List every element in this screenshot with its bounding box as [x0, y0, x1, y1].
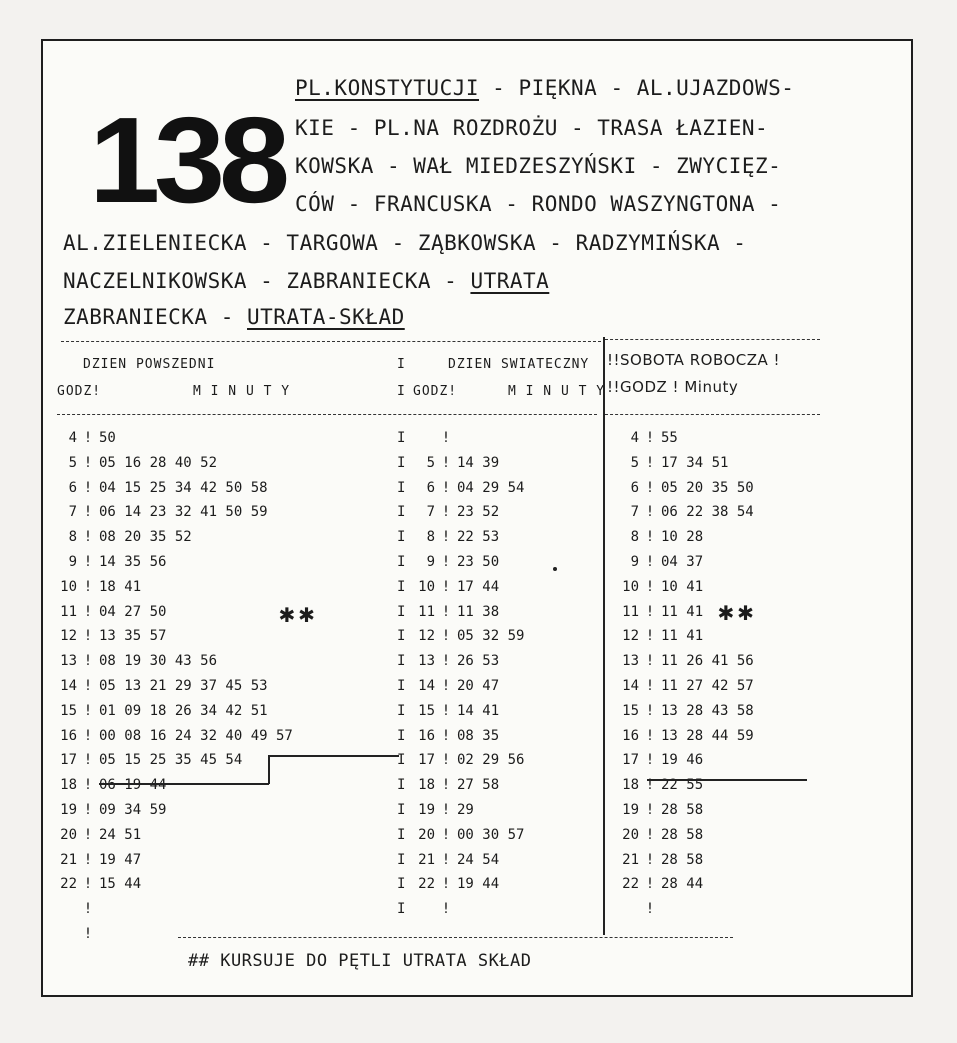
footnote: ## KURSUJE DO PĘTLI UTRATA SKŁAD [188, 951, 532, 971]
separator-i: I [397, 430, 406, 446]
separator-mark: ! [645, 801, 655, 818]
hour-cell: 14 [418, 677, 435, 694]
minutes-cell: 04 15 25 34 42 50 58 [99, 479, 268, 496]
separator-mark: ! [83, 479, 93, 496]
minutes-cell: 13 28 43 58 [661, 702, 754, 719]
hour-cell: 22 [60, 876, 77, 893]
timetable-row [609, 525, 754, 550]
timetable-row [609, 476, 754, 501]
weekday-title: DZIEN POWSZEDNI [83, 357, 216, 372]
hour-cell: 6 [426, 479, 435, 496]
minutes-cell: 23 50 [457, 553, 500, 570]
separator-mark: ! [83, 430, 93, 446]
timetable-row [405, 649, 524, 674]
timetable-row [405, 451, 524, 476]
hour-cell: 20 [622, 826, 639, 843]
minutes-cell: 26 53 [457, 653, 500, 670]
timetable-row [609, 897, 754, 922]
separator-mark: ! [645, 777, 655, 794]
minutes-cell: 11 41 [661, 603, 704, 620]
minutes-cell: 14 35 56 [99, 553, 167, 570]
hour-cell: 6 [68, 479, 77, 496]
hour-cell: 9 [630, 553, 639, 570]
timetable-row [609, 624, 754, 649]
hour-cell: 15 [622, 702, 639, 719]
minutes-cell: 28 44 [661, 876, 704, 893]
saturday-title: !!SOBOTA ROBOCZA ! [607, 351, 781, 369]
separator-mark: ! [441, 801, 451, 818]
separator-mark: ! [645, 653, 655, 670]
minutes-cell: 05 16 28 40 52 [99, 454, 218, 471]
separator-mark: ! [645, 603, 655, 620]
minutes-cell: 55 [661, 430, 678, 446]
separator-i: I [397, 777, 406, 794]
route-segment: ZABRANIECKA - [63, 305, 248, 329]
minutes-cell: 50 [99, 430, 116, 446]
holiday-title: DZIEN SWIATECZNY [448, 357, 590, 372]
hour-cell: 19 [60, 801, 77, 818]
separator-mark: ! [645, 454, 655, 471]
hour-cell: 19 [418, 801, 435, 818]
separator-i: I [397, 901, 406, 918]
hour-cell: 12 [418, 628, 435, 645]
timetable-row [405, 426, 524, 451]
timetable-row [405, 500, 524, 525]
timetable-row [609, 699, 754, 724]
hour-cell: 13 [60, 653, 77, 670]
route-segment: CÓW - FRANCUSKA - RONDO WASZYNGTONA - [295, 192, 782, 216]
weekday-minuty: M I N U T Y [193, 384, 291, 399]
route-line [295, 192, 781, 216]
hour-cell: 6 [630, 479, 639, 496]
separator-mark: ! [83, 727, 93, 744]
timetable-row [609, 848, 754, 873]
minutes-cell: 06 19 44 [99, 777, 167, 794]
minutes-cell: 09 34 59 [99, 801, 167, 818]
hour-cell: 12 [60, 628, 77, 645]
hour-cell: 8 [630, 529, 639, 546]
minutes-cell: 15 44 [99, 876, 142, 893]
separator-mark: ! [441, 454, 451, 471]
separator-i-title: I [397, 357, 406, 372]
timetable-row [47, 897, 293, 922]
route-stop-underlined: UTRATA [470, 269, 550, 293]
route-segment: KIE - PL.NA ROZDROŻU - TRASA ŁAZIEN- [295, 116, 769, 140]
timetable-row [609, 451, 754, 476]
timetable-row [405, 823, 524, 848]
separator-mark: ! [645, 876, 655, 893]
hour-cell: 10 [60, 578, 77, 595]
timetable-row [47, 773, 293, 798]
hour-cell: 16 [418, 727, 435, 744]
timetable-row [609, 500, 754, 525]
minutes-cell: 10 41 [661, 578, 704, 595]
timetable-sheet [41, 39, 913, 997]
minutes-cell: 19 47 [99, 851, 142, 868]
timetable-row [609, 798, 754, 823]
timetable-row [47, 575, 293, 600]
separator-mark: ! [441, 529, 451, 546]
minutes-cell: 04 27 50 [99, 603, 167, 620]
minutes-cell: 01 09 18 26 34 42 51 [99, 702, 268, 719]
separator-mark: ! [645, 826, 655, 843]
separator-i: I [397, 876, 406, 893]
timetable-row [405, 550, 524, 575]
route-line [295, 116, 768, 140]
hour-cell: 18 [60, 777, 77, 794]
separator-mark: ! [645, 529, 655, 546]
separator-mark: ! [83, 925, 93, 942]
route-segment: KOWSKA - WAŁ MIEDZESZYŃSKI - ZWYCIĘZ- [295, 154, 782, 178]
timetable-row [405, 748, 524, 773]
separator-mark: ! [441, 628, 451, 645]
separator-mark: ! [83, 752, 93, 769]
table-bottom-rule [178, 937, 733, 938]
timetable-row [47, 624, 293, 649]
timetable-row [47, 823, 293, 848]
minutes-cell: 06 22 38 54 [661, 504, 754, 521]
separator-mark: ! [441, 553, 451, 570]
separator-mark: ! [83, 801, 93, 818]
minutes-cell: 06 14 23 32 41 50 59 [99, 504, 268, 521]
minutes-cell: 22 53 [457, 529, 500, 546]
minutes-cell: 28 58 [661, 851, 704, 868]
minutes-cell: 22 55 [661, 777, 704, 794]
separator-mark: ! [83, 603, 93, 620]
hour-cell: 11 [418, 603, 435, 620]
minutes-cell: 00 08 16 24 32 40 49 57 [99, 727, 293, 744]
minutes-cell: 20 47 [457, 677, 500, 694]
timetable-row [609, 575, 754, 600]
hour-cell: 7 [630, 504, 639, 521]
route-line [63, 305, 405, 329]
minutes-cell: 08 35 [457, 727, 500, 744]
hour-cell: 11 [60, 603, 77, 620]
separator-mark: ! [645, 430, 655, 446]
hour-cell: 18 [418, 777, 435, 794]
separator-i: I [397, 578, 406, 595]
separator-mark: ! [441, 479, 451, 496]
minutes-cell: 11 27 42 57 [661, 677, 754, 694]
weekday-step-line-riser [268, 755, 270, 784]
scan-speck [553, 567, 557, 571]
saturday-star-marks: ✱✱ [718, 597, 758, 627]
separator-mark: ! [441, 727, 451, 744]
saturday-divider [603, 337, 605, 935]
separator-mark: ! [645, 578, 655, 595]
separator-i: I [397, 752, 406, 769]
timetable-row [47, 649, 293, 674]
route-line [295, 76, 794, 100]
separator-mark: ! [645, 479, 655, 496]
timetable-row [47, 550, 293, 575]
route-line [63, 269, 549, 293]
route-stop-underlined: PL.KONSTYTUCJI [295, 76, 480, 100]
header-bottom-rule-left [57, 414, 597, 415]
hour-cell: 12 [622, 628, 639, 645]
separator-mark: ! [645, 504, 655, 521]
timetable-row [405, 525, 524, 550]
timetable-row [405, 872, 524, 897]
minutes-cell: 28 58 [661, 801, 704, 818]
route-segment: - PIĘKNA - AL.UJAZDOWS- [479, 76, 795, 100]
minutes-cell: 17 34 51 [661, 454, 729, 471]
route-segment: AL.ZIELENIECKA - TARGOWA - ZĄBKOWSKA - RADZYMIŃSKA - [63, 231, 747, 255]
hour-cell: 11 [622, 603, 639, 620]
minutes-cell: 05 15 25 35 45 54 [99, 752, 243, 769]
separator-mark: ! [83, 702, 93, 719]
separator-i: I [397, 479, 406, 496]
separator-i: I [397, 727, 406, 744]
separator-i: I [397, 826, 406, 843]
separator-mark: ! [441, 901, 451, 918]
hour-cell: 5 [630, 454, 639, 471]
hour-cell: 17 [622, 752, 639, 769]
separator-mark: ! [645, 727, 655, 744]
minutes-cell: 11 26 41 56 [661, 653, 754, 670]
separator-i: I [397, 454, 406, 471]
timetable-row [47, 525, 293, 550]
minutes-cell: 13 35 57 [99, 628, 167, 645]
hour-cell: 9 [426, 553, 435, 570]
timetable-row [609, 674, 754, 699]
separator-mark: ! [441, 876, 451, 893]
hour-cell: 16 [622, 727, 639, 744]
timetable-row [405, 624, 524, 649]
separator-mark: ! [83, 628, 93, 645]
timetable-row [609, 426, 754, 451]
separator-mark: ! [441, 752, 451, 769]
separator-mark: ! [441, 826, 451, 843]
hour-cell: 22 [418, 876, 435, 893]
separator-mark: ! [645, 677, 655, 694]
table-top-rule-right [605, 339, 820, 340]
hour-cell: 20 [60, 826, 77, 843]
route-line [63, 231, 746, 255]
separator-mark: ! [441, 504, 451, 521]
route-line [295, 154, 781, 178]
timetable-row [405, 848, 524, 873]
timetable-row [405, 724, 524, 749]
hour-cell: 16 [60, 727, 77, 744]
minutes-cell: 18 41 [99, 578, 142, 595]
hour-cell: 7 [426, 504, 435, 521]
minutes-cell: 14 39 [457, 454, 500, 471]
timetable-row [609, 550, 754, 575]
hour-cell: 21 [60, 851, 77, 868]
minutes-cell: 19 44 [457, 876, 500, 893]
holiday-godz: GODZ! [413, 384, 458, 399]
minutes-cell: 05 32 59 [457, 628, 525, 645]
separator-i: I [397, 702, 406, 719]
separator-mark: ! [645, 628, 655, 645]
separator-mark: ! [441, 430, 451, 446]
separator-mark: ! [441, 578, 451, 595]
timetable-row [405, 674, 524, 699]
separator-mark: ! [83, 901, 93, 918]
minutes-cell: 28 58 [661, 826, 704, 843]
minutes-cell: 14 41 [457, 702, 500, 719]
hour-cell: 21 [418, 851, 435, 868]
separator-i: I [397, 529, 406, 546]
hour-cell: 15 [418, 702, 435, 719]
timetable-row [47, 600, 293, 625]
hour-cell: 17 [418, 752, 435, 769]
separator-mark: ! [83, 826, 93, 843]
separator-i: I [397, 851, 406, 868]
minutes-cell: 11 41 [661, 628, 704, 645]
separator-mark: ! [441, 603, 451, 620]
separator-mark: ! [441, 702, 451, 719]
saturday-table [609, 426, 754, 922]
separator-mark: ! [441, 653, 451, 670]
hour-cell: 9 [68, 553, 77, 570]
minutes-cell: 17 44 [457, 578, 500, 595]
hour-cell: 10 [622, 578, 639, 595]
hour-cell: 20 [418, 826, 435, 843]
timetable-row [47, 724, 293, 749]
route-segment: NACZELNIKOWSKA - ZABRANIECKA - [63, 269, 471, 293]
separator-mark: ! [441, 677, 451, 694]
hour-cell: 18 [622, 777, 639, 794]
minutes-cell: 23 52 [457, 504, 500, 521]
timetable-row [47, 922, 293, 947]
separator-mark: ! [83, 851, 93, 868]
timetable-row [405, 600, 524, 625]
minutes-cell: 00 30 57 [457, 826, 525, 843]
minutes-cell: 19 46 [661, 752, 704, 769]
timetable-row [609, 748, 754, 773]
holiday-minuty: M I N U T Y [508, 384, 606, 399]
hour-cell: 13 [418, 653, 435, 670]
weekday-star-marks: ✱✱ [279, 599, 319, 629]
separator-mark: ! [83, 777, 93, 794]
separator-mark: ! [83, 454, 93, 471]
timetable-row [47, 872, 293, 897]
separator-i: I [397, 653, 406, 670]
saturday-step-line [647, 779, 807, 781]
timetable-row [609, 823, 754, 848]
hour-cell: 15 [60, 702, 77, 719]
table-top-rule-left [61, 341, 601, 342]
minutes-cell: 05 20 35 50 [661, 479, 754, 496]
hour-cell: 4 [68, 430, 77, 446]
separator-mark: ! [83, 653, 93, 670]
separator-i: I [397, 603, 406, 620]
timetable-row [47, 798, 293, 823]
hour-cell: 4 [630, 430, 639, 446]
separator-mark: ! [441, 851, 451, 868]
hour-cell: 14 [622, 677, 639, 694]
minutes-cell: 02 29 56 [457, 752, 525, 769]
separator-mark: ! [83, 504, 93, 521]
timetable-row [609, 649, 754, 674]
timetable-row [405, 798, 524, 823]
timetable-row [405, 575, 524, 600]
hour-cell: 5 [426, 454, 435, 471]
timetable-row [405, 897, 524, 922]
timetable-row [609, 773, 754, 798]
hour-cell: 13 [622, 653, 639, 670]
minutes-cell: 11 38 [457, 603, 500, 620]
holiday-table [405, 426, 524, 922]
minutes-cell: 13 28 44 59 [661, 727, 754, 744]
hour-cell: 17 [60, 752, 77, 769]
timetable-row [47, 674, 293, 699]
timetable-row [405, 773, 524, 798]
timetable-row [47, 451, 293, 476]
timetable-row [47, 699, 293, 724]
weekday-step-line-lower [99, 783, 269, 785]
minutes-cell: 10 28 [661, 529, 704, 546]
separator-i: I [397, 677, 406, 694]
route-number: 138 [89, 92, 284, 228]
hour-cell: 7 [68, 504, 77, 521]
timetable-row [47, 426, 293, 451]
separator-i: I [397, 628, 406, 645]
timetable-row [609, 872, 754, 897]
separator-i-godz: I [397, 384, 406, 399]
separator-i: I [397, 801, 406, 818]
separator-mark: ! [83, 553, 93, 570]
hour-cell: 19 [622, 801, 639, 818]
saturday-subtitle: !!GODZ ! Minuty [607, 378, 739, 396]
separator-mark: ! [83, 578, 93, 595]
hour-cell: 22 [622, 876, 639, 893]
separator-i: I [397, 504, 406, 521]
minutes-cell: 24 51 [99, 826, 142, 843]
timetable-row [609, 724, 754, 749]
minutes-cell: 08 20 35 52 [99, 529, 192, 546]
minutes-cell: 27 58 [457, 777, 500, 794]
weekday-godz: GODZ! [57, 384, 102, 399]
separator-mark: ! [645, 851, 655, 868]
minutes-cell: 04 29 54 [457, 479, 525, 496]
separator-mark: ! [645, 752, 655, 769]
hour-cell: 8 [426, 529, 435, 546]
timetable-row [47, 500, 293, 525]
minutes-cell: 05 13 21 29 37 45 53 [99, 677, 268, 694]
hour-cell: 10 [418, 578, 435, 595]
weekday-step-line-upper [269, 755, 399, 757]
separator-mark: ! [83, 529, 93, 546]
header-bottom-rule-right [605, 414, 820, 415]
separator-i: I [397, 553, 406, 570]
hour-cell: 14 [60, 677, 77, 694]
minutes-cell: 24 54 [457, 851, 500, 868]
timetable-row [405, 476, 524, 501]
minutes-cell: 29 [457, 801, 474, 818]
timetable-row [47, 476, 293, 501]
separator-mark: ! [441, 777, 451, 794]
timetable-row [47, 748, 293, 773]
hour-cell: 5 [68, 454, 77, 471]
timetable-row [405, 699, 524, 724]
timetable-row [47, 848, 293, 873]
separator-mark: ! [645, 702, 655, 719]
weekday-table [47, 426, 293, 947]
separator-mark: ! [645, 901, 655, 918]
minutes-cell: 04 37 [661, 553, 704, 570]
hour-cell: 8 [68, 529, 77, 546]
minutes-cell: 08 19 30 43 56 [99, 653, 218, 670]
separator-mark: ! [645, 553, 655, 570]
separator-mark: ! [83, 677, 93, 694]
route-stop-underlined: UTRATA-SKŁAD [247, 305, 405, 329]
hour-cell: 21 [622, 851, 639, 868]
separator-mark: ! [83, 876, 93, 893]
